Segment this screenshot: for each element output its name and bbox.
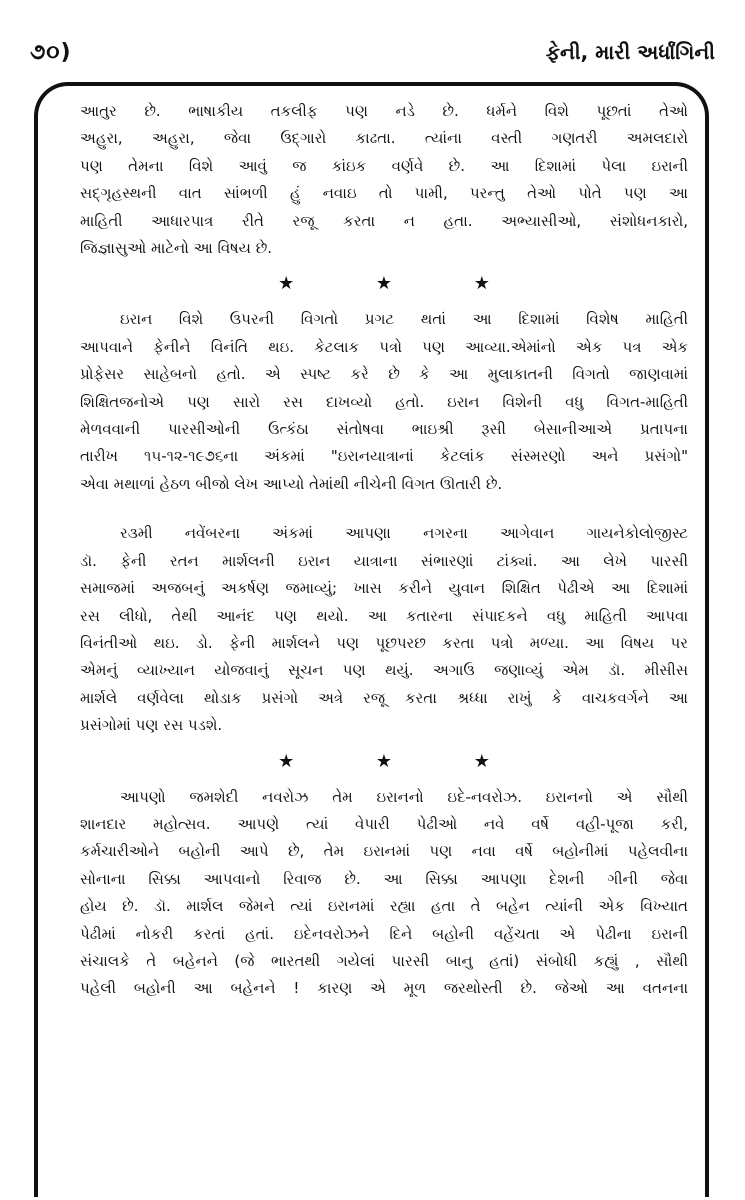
text-line: તારીખ ૧૫-૧૨-૧૯૭૬ના અંકમાં "ઇરાનયાત્રાનાં કેટલાંક સંસ્મરણો અને પ્રસંગો"	[80, 447, 688, 466]
text-line: એમનું વ્યાખ્યાન યોજવાનું સૂચન પણ થયું. અગાઉ જણાવ્યું એમ ડૉ. મીસીસ	[80, 661, 688, 680]
paragraph-3	[80, 520, 688, 739]
text-line: ડૉ. ફેની રતન માર્શલની ઇરાન યાત્રાના સંભારણાં ટાંક્યાં. આ લેખે પારસી	[80, 551, 688, 570]
text-line: એવા મથાળાં હેઠળ બીજો લેખ આપ્યો તેમાંથી નીચેની વિગત ઊતારી છે.	[80, 474, 503, 493]
text-line: માહિતી આધારપાત્ર રીતે રજૂ કરતા ન હતા. અભ્યાસીઓ, સંશોધનકારો,	[80, 211, 688, 230]
text-line: સદ્ગૃહસ્થની વાત સાંભળી હું નવાઇ તો પામી, પરન્તુ તેઓ પોતે પણ આ	[80, 184, 688, 203]
text-line: ર૩મી નવેંબરના અંકમાં આપણા નગરના આગેવાન ગાયનેકોલોજીસ્ટ	[120, 524, 688, 543]
section-separator-stars: ★ ★ ★	[278, 750, 528, 772]
text-line: રસ લીધો, તેથી આનંદ પણ થયો. આ કતારના સંપાદકને વધુ માહિતી આપવા	[80, 606, 688, 625]
paragraph-2	[80, 306, 688, 498]
text-line: કર્મચારીઓને બહોની આપે છે, તેમ ઇરાનમાં પણ નવા વર્ષે બહોનીમાં પહેલવીના	[80, 842, 688, 861]
section-separator-stars: ★ ★ ★	[278, 273, 528, 295]
page-body	[80, 98, 688, 1003]
text-line: ઇરાન વિશે ઉપરની વિગતો પ્રગટ થતાં આ દિશામાં વિશેષ માહિતી	[120, 310, 688, 329]
paragraph-4	[80, 784, 688, 1003]
text-line: આપણો જમશેદી નવરોઝ તેમ ઇરાનનો ઇદે-નવરોઝ. ઇરાનનો એ સૌથી	[120, 787, 688, 806]
text-line: સોનાના સિક્કા આપવાનો રિવાજ છે. આ સિક્કા આપણા દેશની ગીની જેવા	[80, 869, 688, 888]
page-number: ૭૦)	[30, 40, 72, 65]
text-line: માર્શલે વર્ણવેલા થોડાક પ્રસંગો અત્રે રજૂ કરતા શ્રધ્ધા રાખું કે વાચકવર્ગને આ	[80, 688, 688, 707]
text-line: પેઢીમાં નોકરી કરતાં હતાં. ઇદેનવરોઝને દિને બહોની વહેંચતા એ પેઢીના ઇરાની	[80, 924, 688, 943]
text-line: હોય છે. ડૉ. માર્શલ જેમને ત્યાં ઇરાનમાં રહ્યા હતા તે બહેન ત્યાંની એક વિખ્યાત	[80, 897, 688, 916]
text-line: શાનદાર મહોત્સવ. આપણે ત્યાં વેપારી પેઢીઓ નવે વર્ષે વહી-પૂજા કરી,	[80, 814, 688, 833]
text-line: આતુર છે. ભાષાકીય તકલીફ પણ નડે છે. ધર્મને વિશે પૂછતાં તેઓ	[80, 102, 688, 120]
paragraph-gap	[80, 498, 688, 520]
text-line: આપવાને ફેનીને વિનંતિ થઇ. કેટલાક પત્રો પણ આવ્યા.એમાંનો એક પત્ર એક	[80, 337, 688, 356]
text-line: પ્રસંગોમાં પણ રસ પડશે.	[80, 716, 223, 735]
paragraph-1	[80, 98, 688, 262]
text-line: પહેલી બહોની આ બહેનને ! કારણ એ મૂળ જરથોસ્તી છે. જેઓ આ વતનના	[80, 979, 688, 998]
text-line: પણ તેમના વિશે આવું જ કાંઇક વર્ણવે છે. આ દિશામાં પેલા ઇરાની	[80, 156, 688, 175]
text-line: વિનંતીઓ થઇ. ડો. ફેની માર્શલને પણ પૂછપરછ કરતા પત્રો મળ્યા. આ વિષય પર	[80, 633, 688, 652]
running-title: ફેની, મારી અર્ધાંગિની	[545, 40, 715, 64]
text-line: અહુરા, અહુરા, જેવા ઉદ્ગારો કાઢતા. ત્યાંના વસ્તી ગણતરી અમલદારો	[80, 129, 688, 148]
text-line: પ્રોફેસર સાહેબનો હતો. એ સ્પષ્ટ કરે છે કે આ મુલાકાતની વિગતો જાણવામાં	[80, 365, 688, 384]
text-line: સમાજમાં અજબનું અકર્ષણ જમાવ્યું; ખાસ કરીને યુવાન શિક્ષિત પેઢીએ આ દિશામાં	[80, 579, 688, 598]
text-line: મેળવવાની પારસીઓની ઉત્કંઠા સંતોષવા ભાઇશ્રી રૂસી બેસાનીઆએ પ્રતાપના	[80, 420, 688, 439]
text-line: જિજ્ઞાસુઓ માટેનો આ વિષય છે.	[80, 239, 273, 258]
text-line: શિક્ષિતજનોએ પણ સારો રસ દાખવ્યો હતો. ઇરાન વિશેની વધુ વિગત-માહિતી	[80, 392, 688, 411]
page-header	[30, 40, 715, 80]
text-line: સંચાલકે તે બહેનને (જે ભારતથી ગયેલાં પારસી બાનુ હતાં) સંબોધી કહ્યું , સૌથી	[80, 951, 688, 970]
